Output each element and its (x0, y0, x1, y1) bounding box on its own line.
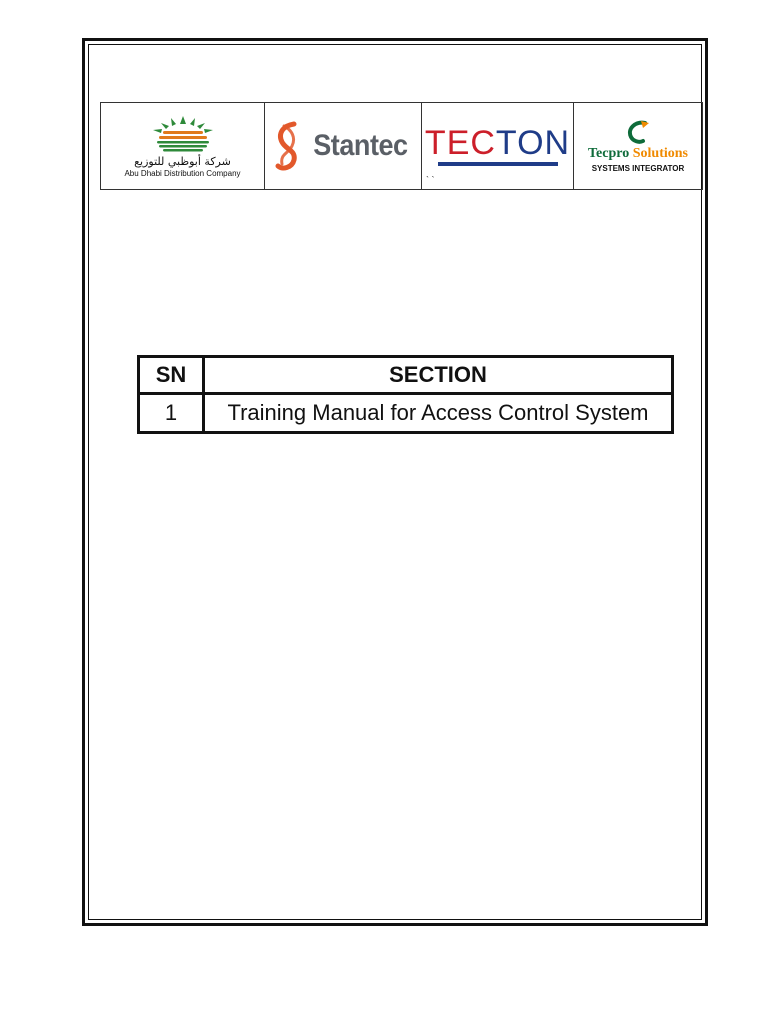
tecpro-logo-cell (574, 103, 703, 190)
tecpro-wordmark (588, 147, 688, 161)
addc-logo (101, 103, 264, 189)
tecpro-swoosh-icon (623, 119, 653, 147)
stantec-logo (265, 103, 421, 189)
header-section: SECTION (204, 357, 673, 394)
tecton-wordmark: TECTON (424, 124, 571, 162)
addc-logo-cell (101, 103, 265, 190)
tecpro-wordmark-part1: Tecpro (588, 146, 630, 161)
stantec-logo-cell (265, 103, 422, 190)
tecton-logo (422, 103, 573, 189)
stantec-swirl-icon (274, 120, 302, 172)
cell-section: Training Manual for Access Control System (227, 400, 649, 425)
tecpro-wordmark-part2: Solutions (632, 146, 688, 161)
tecton-stray-marks: ` ` (426, 175, 435, 185)
table-row (139, 394, 673, 433)
section-table (137, 355, 674, 434)
addc-english-name: Abu Dhabi Distribution Company (124, 169, 241, 178)
logo-strip (100, 102, 703, 190)
stantec-wordmark: Stantec (312, 129, 408, 162)
tecpro-tagline: SYSTEMS INTEGRATOR (591, 164, 685, 173)
cell-sn: 1 (139, 394, 204, 433)
sun-sea-icon (145, 114, 221, 154)
addc-arabic-name: شركة أبوظبي للتوزيع (134, 155, 231, 168)
tecpro-logo (574, 103, 702, 189)
header-sn: SN (139, 357, 204, 394)
tecton-underline (438, 162, 558, 166)
section-table-header-row (139, 357, 673, 394)
tecton-logo-cell (422, 103, 574, 190)
